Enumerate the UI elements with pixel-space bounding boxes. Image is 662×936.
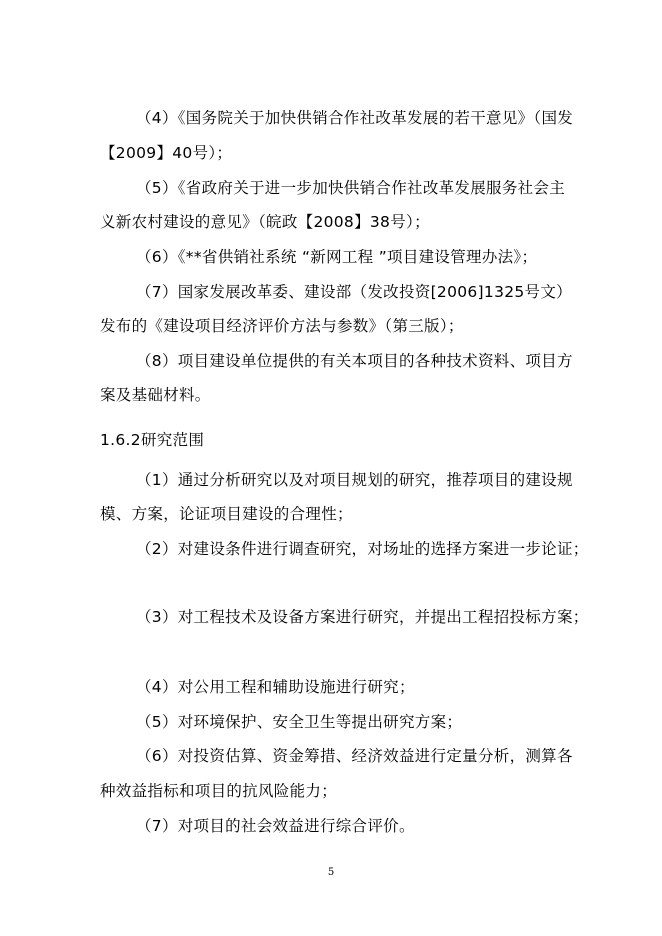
scope-item-1-line-1: （1）通过分析研究以及对项目规划的研究，推荐项目的建设规: [136, 471, 573, 489]
scope-item-4-line-1: （4）对公用工程和辅助设施进行研究；: [136, 678, 415, 696]
reference-4-line-1: （4）《国务院关于加快供销合作社改革发展的若干意见》（国发: [136, 109, 574, 127]
reference-7-line-1: （7）国家发展改革委、建设部（发改投资[2006]1325号文）: [136, 283, 572, 301]
scope-item-7-line-1: （7）对项目的社会效益进行综合评价。: [136, 817, 415, 835]
reference-5-line-1: （5）《省政府关于进一步加快供销合作社改革发展服务社会主: [136, 179, 566, 197]
scope-item-6-line-2: 种效益指标和项目的抗风险能力；: [100, 782, 338, 800]
section-heading: 1.6.2研究范围: [100, 431, 205, 449]
reference-7-line-2: 发布的《建设项目经济评价方法与参数》（第三版）；: [100, 317, 464, 335]
reference-8-line-1: （8）项目建设单位提供的有关本项目的各种技术资料、项目方: [136, 352, 573, 370]
reference-4-line-2: 【2009】40号）；: [100, 144, 233, 162]
scope-item-5-line-1: （5）对环境保护、安全卫生等提出研究方案；: [136, 713, 463, 731]
scope-item-3-line-1: （3）对工程技术及设备方案进行研究，并提出工程招投标方案；: [136, 608, 589, 626]
reference-6-line-1: （6）《**省供销社系统 “新网工程 ”项目建设管理办法》；: [136, 248, 538, 266]
reference-5-line-2: 义新农村建设的意见》（皖政【2008】38号）；: [100, 213, 430, 231]
reference-8-line-2: 案及基础材料。: [100, 386, 211, 404]
scope-item-2-line-1: （2）对建设条件进行调查研究，对场址的选择方案进一步论证；: [136, 540, 589, 558]
page-number: 5: [327, 867, 335, 878]
scope-item-6-line-1: （6）对投资估算、资金筹措、经济效益进行定量分析，测算各: [136, 747, 573, 765]
scope-item-1-line-2: 模、方案，论证项目建设的合理性；: [100, 505, 353, 523]
